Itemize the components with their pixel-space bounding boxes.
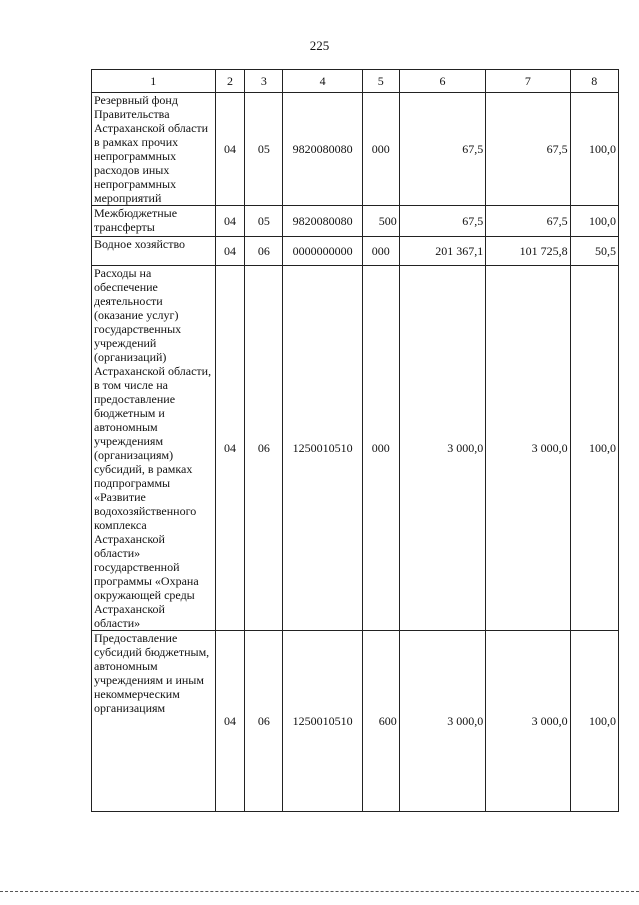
executed-amount-cell: 3 000,0 bbox=[486, 631, 570, 812]
header-cell: 5 bbox=[362, 70, 399, 93]
header-cell: 6 bbox=[399, 70, 485, 93]
percent-cell: 100,0 bbox=[570, 631, 618, 812]
percent-cell: 100,0 bbox=[570, 93, 618, 206]
header-cell: 7 bbox=[486, 70, 570, 93]
header-cell: 3 bbox=[245, 70, 283, 93]
budget-table bbox=[91, 69, 619, 812]
expense-type-cell: 000 bbox=[362, 237, 399, 266]
expense-type-cell: 000 bbox=[362, 93, 399, 206]
table-row bbox=[92, 266, 619, 631]
expense-type-cell: 000 bbox=[362, 266, 399, 631]
subsection-cell: 06 bbox=[245, 631, 283, 812]
header-cell: 2 bbox=[215, 70, 245, 93]
section-cell: 04 bbox=[215, 93, 245, 206]
subsection-cell: 06 bbox=[245, 237, 283, 266]
subsection-cell: 05 bbox=[245, 206, 283, 237]
section-cell: 04 bbox=[215, 237, 245, 266]
table-row bbox=[92, 237, 619, 266]
table-row bbox=[92, 206, 619, 237]
subsection-cell: 06 bbox=[245, 266, 283, 631]
table-row bbox=[92, 93, 619, 206]
planned-amount-cell: 67,5 bbox=[399, 93, 485, 206]
row-name-cell: Резервный фонд Правительства Астраханской области в рамках прочих непрограммных расходов иных непрограммных мероприятий bbox=[92, 93, 216, 206]
planned-amount-cell: 3 000,0 bbox=[399, 631, 485, 812]
executed-amount-cell: 101 725,8 bbox=[486, 237, 570, 266]
percent-cell: 50,5 bbox=[570, 237, 618, 266]
planned-amount-cell: 3 000,0 bbox=[399, 266, 485, 631]
executed-amount-cell: 67,5 bbox=[486, 93, 570, 206]
header-cell: 8 bbox=[570, 70, 618, 93]
row-name-cell: Водное хозяйство bbox=[92, 237, 216, 266]
page-number: 225 bbox=[309, 38, 330, 53]
row-name-cell: Предоставление субсидий бюджетным, автономным учреждениям и иным некоммерческим организациям bbox=[92, 631, 216, 812]
row-name-cell: Межбюджетные трансферты bbox=[92, 206, 216, 237]
target-article-cell: 1250010510 bbox=[283, 631, 362, 812]
section-cell: 04 bbox=[215, 206, 245, 237]
target-article-cell: 0000000000 bbox=[283, 237, 362, 266]
header-cell: 1 bbox=[92, 70, 216, 93]
section-cell: 04 bbox=[215, 631, 245, 812]
table-header-row bbox=[92, 70, 619, 93]
percent-cell: 100,0 bbox=[570, 206, 618, 237]
table-row bbox=[92, 631, 619, 812]
target-article-cell: 9820080080 bbox=[283, 93, 362, 206]
expense-type-cell: 500 bbox=[362, 206, 399, 237]
row-name-cell: Расходы на обеспечение деятельности (оказание услуг) государственных учреждений (организаций) Астраханской области, в том числе на предоставление бюджетным и автономным учреждениям (организациям) субсидий, в рамках подпрограммы «Развитие водохозяйственного комплекса Астраханской области» государственной программы «Охрана окружающей среды Астраханской области» bbox=[92, 266, 216, 631]
executed-amount-cell: 3 000,0 bbox=[486, 266, 570, 631]
executed-amount-cell: 67,5 bbox=[486, 206, 570, 237]
planned-amount-cell: 201 367,1 bbox=[399, 237, 485, 266]
footer-divider bbox=[0, 891, 639, 892]
subsection-cell: 05 bbox=[245, 93, 283, 206]
percent-cell: 100,0 bbox=[570, 266, 618, 631]
section-cell: 04 bbox=[215, 266, 245, 631]
planned-amount-cell: 67,5 bbox=[399, 206, 485, 237]
expense-type-cell: 600 bbox=[362, 631, 399, 812]
header-cell: 4 bbox=[283, 70, 362, 93]
target-article-cell: 1250010510 bbox=[283, 266, 362, 631]
target-article-cell: 9820080080 bbox=[283, 206, 362, 237]
